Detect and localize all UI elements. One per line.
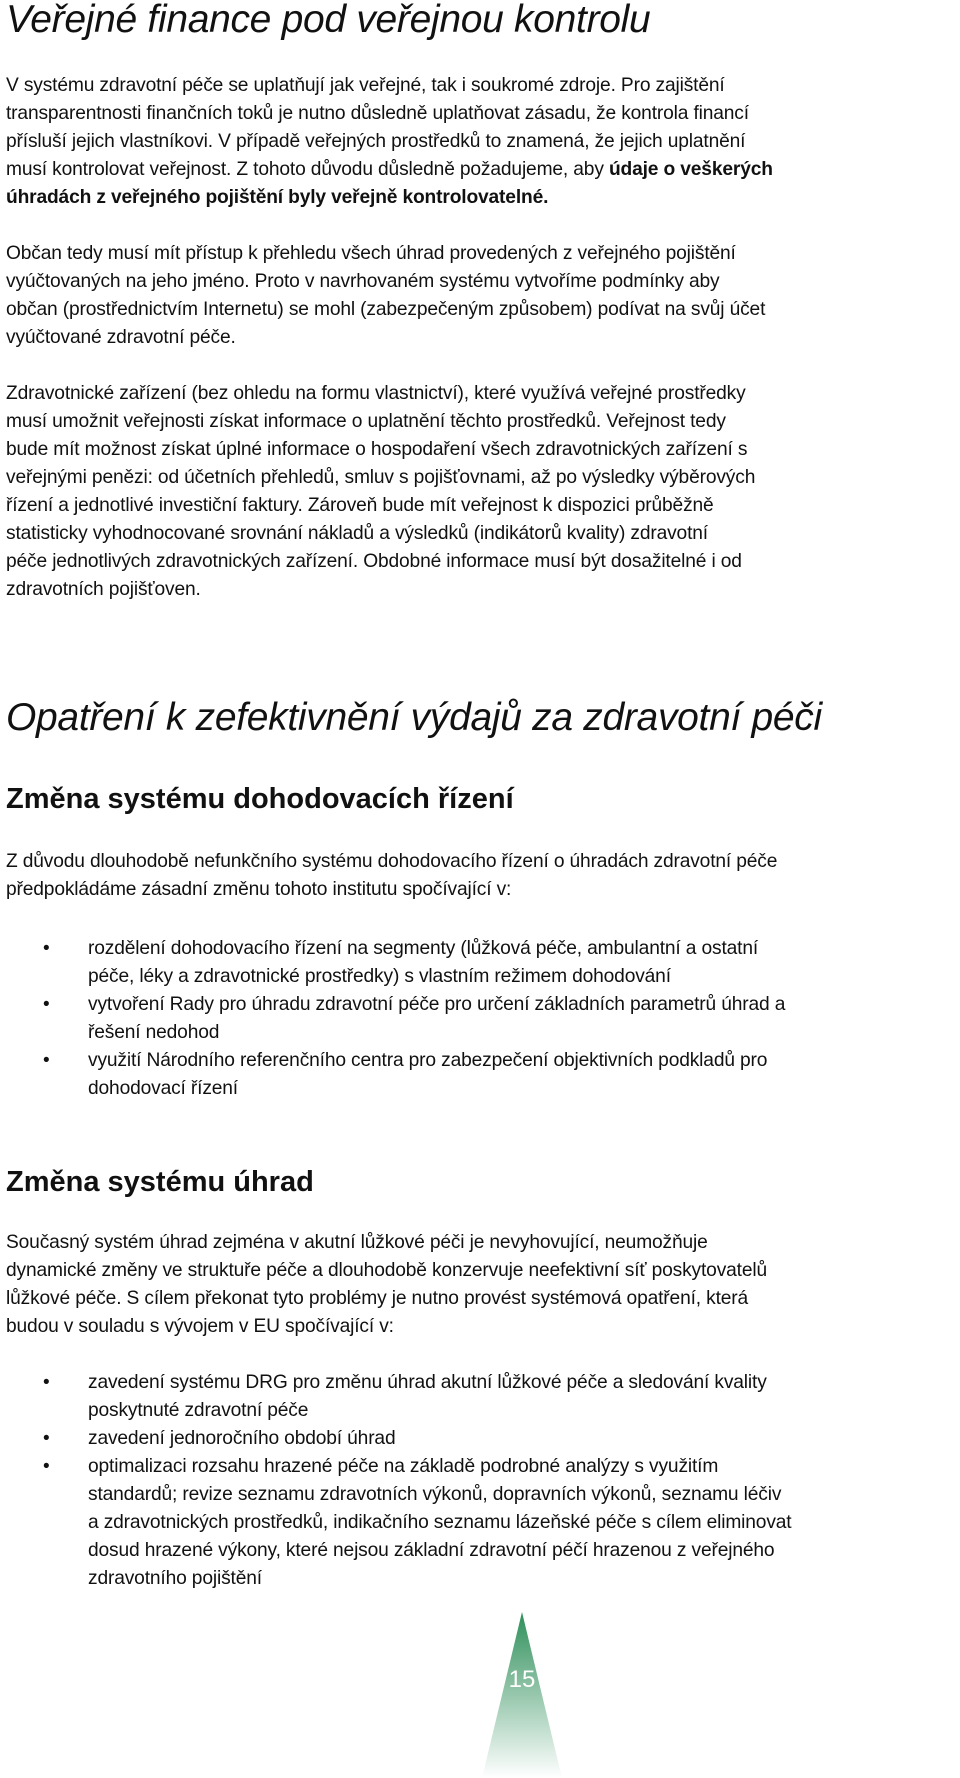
text-line: optimalizaci rozsahu hrazené péče na základě podrobné analýzy s využitím: [88, 1456, 719, 1477]
triangle-marker-icon: [482, 1612, 562, 1778]
bullet-icon: •: [43, 1050, 50, 1071]
bullet-icon: •: [43, 994, 50, 1015]
text-line: zdravotních pojišťoven.: [6, 579, 201, 600]
text-line: péče jednotlivých zdravotnických zařízení. Obdobné informace musí být dosažitelné i od: [6, 551, 742, 572]
text-line: dynamické změny ve struktuře péče a dlouhodobě konzervuje neefektivní síť poskytovatelů: [6, 1260, 768, 1281]
page-number-marker: [482, 1612, 562, 1778]
list-item: [0, 1453, 960, 1593]
paragraph-citizen-access: [6, 240, 956, 352]
text-line: Občan tedy musí mít přístup k přehledu všech úhrad provedených z veřejného pojištění: [6, 243, 736, 264]
list-item: [0, 1047, 960, 1103]
text-line: statisticky vyhodnocované srovnání nákladů a výsledků (indikátorů kvality) zdravotní: [6, 523, 708, 544]
text-line: standardů; revize seznamu zdravotních výkonů, dopravních výkonů, seznamu léčiv: [88, 1484, 782, 1505]
text-line: vytvoření Rady pro úhradu zdravotní péče pro určení základních parametrů úhrad a: [88, 994, 786, 1015]
text-line: řízení a jednotlivé investiční faktury. Zároveň bude mít veřejnost k dispozici průběžně: [6, 495, 714, 516]
text-line: a zdravotnických prostředků, indikačního seznamu lázeňské péče s cílem eliminovat: [88, 1512, 792, 1533]
text-line: dosud hrazené výkony, které nejsou základní zdravotní péčí hrazenou z veřejného: [88, 1540, 775, 1561]
reimbursement-bullet-list: [0, 1369, 960, 1593]
text-line: Zdravotnické zařízení (bez ohledu na formu vlastnictví), které využívá veřejné prostředky: [6, 383, 746, 404]
page-number: 15: [508, 1666, 536, 1693]
text-line: přísluší jejich vlastníkovi. V případě veřejných prostředků to znamená, že jejich uplatnění: [6, 131, 746, 152]
text-line: řešení nedohod: [88, 1022, 220, 1043]
text-line: bude mít možnost získat úplné informace o hospodaření všech zdravotnických zařízení s: [6, 439, 748, 460]
emphasis-text: úhradách z veřejného pojištění byly veřejně kontrolovatelné.: [6, 187, 549, 208]
text-line: [6, 184, 956, 212]
section-title-public-finance: Veřejné finance pod veřejnou kontrolu: [6, 0, 651, 41]
text-line: [6, 156, 956, 184]
text-line: transparentnosti finančních toků je nutno důsledně uplatňovat zásadu, že kontrola financí: [6, 103, 749, 124]
text-line: V systému zdravotní péče se uplatňují jak veřejné, tak i soukromé zdroje. Pro zajištění: [6, 75, 725, 96]
paragraph-public-sources: [6, 72, 956, 212]
negotiation-bullet-list: [0, 935, 960, 1103]
text-line: rozdělení dohodovacího řízení na segmenty (lůžková péče, ambulantní a ostatní: [88, 938, 759, 959]
text-line: veřejnými penězi: od účetních přehledů, smluv s pojišťovnami, až po výsledky výběrových: [6, 467, 756, 488]
text-line: předpokládáme zásadní změnu tohoto institutu spočívající v:: [6, 879, 512, 900]
section-title-efficiency-measures: Opatření k zefektivnění výdajů za zdravotní péči: [6, 696, 822, 739]
text-line: vyúčtovaných na jeho jméno. Proto v navrhovaném systému vytvoříme podmínky aby: [6, 271, 720, 292]
text-line: zavedení systému DRG pro změnu úhrad akutní lůžkové péče a sledování kvality: [88, 1372, 767, 1393]
bullet-icon: •: [43, 938, 50, 959]
text-line: budou v souladu s vývojem v EU spočívající v:: [6, 1316, 394, 1337]
text-line: Současný systém úhrad zejména v akutní lůžkové péči je nevyhovující, neumožňuje: [6, 1232, 708, 1253]
bullet-icon: •: [43, 1456, 50, 1477]
text-line: využití Národního referenčního centra pro zabezpečení objektivních podkladů pro: [88, 1050, 768, 1071]
subsection-title-negotiation: Změna systému dohodovacích řízení: [6, 783, 514, 815]
text-line: dohodovací řízení: [88, 1078, 238, 1099]
paragraph-reimbursement-intro: [6, 1229, 956, 1341]
text-line: lůžkové péče. S cílem překonat tyto problémy je nutno provést systémová opatření, která: [6, 1288, 749, 1309]
list-item: [0, 1369, 960, 1425]
bullet-icon: •: [43, 1372, 50, 1393]
list-item: [0, 991, 960, 1047]
paragraph-negotiation-intro: [6, 848, 956, 904]
text-line: vyúčtované zdravotní péče.: [6, 327, 236, 348]
text-line: poskytnuté zdravotní péče: [88, 1400, 309, 1421]
text-line: zavedení jednoročního období úhrad: [88, 1428, 396, 1449]
paragraph-healthcare-facilities: [6, 380, 956, 604]
emphasis-text: údaje o veškerých: [608, 159, 773, 180]
text-line: péče, léky a zdravotnické prostředky) s vlastním režimem dohodování: [88, 966, 671, 987]
list-item: [0, 1425, 960, 1453]
bullet-icon: •: [43, 1428, 50, 1449]
text-segment: musí kontrolovat veřejnost. Z tohoto důvodu důsledně požadujeme, aby: [6, 159, 609, 180]
list-item: [0, 935, 960, 991]
text-line: musí umožnit veřejnosti získat informace o uplatnění těchto prostředků. Veřejnost tedy: [6, 411, 726, 432]
text-line: občan (prostřednictvím Internetu) se mohl (zabezpečeným způsobem) podívat na svůj účet: [6, 299, 766, 320]
subsection-title-reimbursement: Změna systému úhrad: [6, 1166, 314, 1198]
text-line: Z důvodu dlouhodobě nefunkčního systému dohodovacího řízení o úhradách zdravotní péče: [6, 851, 778, 872]
text-line: zdravotního pojištění: [88, 1568, 262, 1589]
